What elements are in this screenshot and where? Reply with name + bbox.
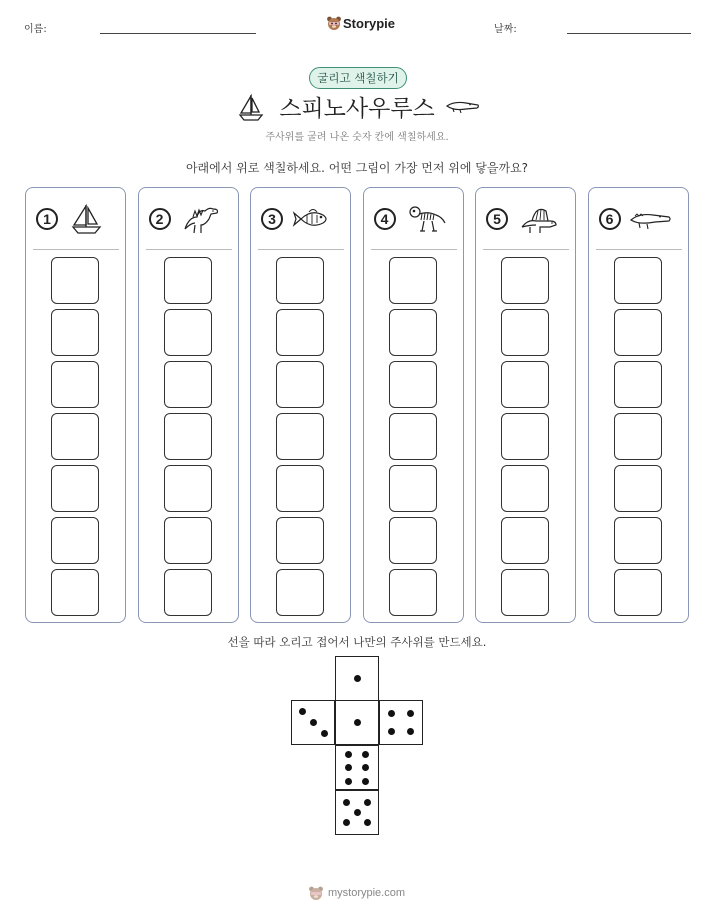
column-number: 4 (374, 208, 396, 230)
coloring-cell[interactable] (276, 517, 324, 564)
coloring-cell[interactable] (51, 361, 99, 408)
coloring-cell[interactable] (614, 257, 662, 304)
dice-face (335, 745, 379, 790)
name-label: 이름: (24, 24, 47, 35)
storypie-bear-footer-icon (308, 885, 324, 901)
dice-face (335, 790, 379, 835)
dice-pip (345, 778, 352, 785)
coloring-cell[interactable] (164, 413, 212, 460)
coloring-cell[interactable] (501, 465, 549, 512)
dice-pip (364, 799, 371, 806)
column-number: 6 (599, 208, 621, 230)
activity-badge: 굴리고 색칠하기 (309, 67, 407, 89)
dice-pip (343, 819, 350, 826)
dice-face (291, 700, 335, 745)
dice-pip (345, 751, 352, 758)
column-divider (146, 249, 232, 250)
dice-face (379, 700, 423, 745)
date-label: 날짜: (494, 24, 517, 35)
coloring-cell[interactable] (614, 361, 662, 408)
coloring-cell[interactable] (389, 361, 437, 408)
coloring-cell[interactable] (51, 569, 99, 616)
column-number: 2 (149, 208, 171, 230)
coloring-cell[interactable] (389, 465, 437, 512)
coloring-cell[interactable] (614, 569, 662, 616)
column-2 (138, 187, 239, 623)
coloring-cell[interactable] (614, 517, 662, 564)
storypie-bear-icon (326, 15, 342, 31)
dice-face (335, 700, 379, 745)
dice-pip (354, 719, 361, 726)
sailboat-icon (66, 203, 110, 235)
column-divider (483, 249, 569, 250)
dice-pip (388, 728, 395, 735)
dice-face (335, 656, 379, 701)
coloring-cell[interactable] (389, 569, 437, 616)
fish-icon (291, 203, 335, 235)
column-5 (475, 187, 576, 623)
sailboat-icon (236, 92, 266, 122)
footer (308, 884, 418, 904)
coloring-cell[interactable] (614, 465, 662, 512)
dice-pip (299, 708, 306, 715)
brand-name: Storypie (343, 16, 396, 31)
dice-pip (407, 728, 414, 735)
dice-pip (362, 751, 369, 758)
coloring-cell[interactable] (51, 257, 99, 304)
date-line[interactable] (567, 33, 691, 34)
page-title: 스피노사우루스 (279, 96, 435, 122)
coloring-cell[interactable] (614, 309, 662, 356)
column-divider (258, 249, 344, 250)
coloring-cell[interactable] (389, 257, 437, 304)
coloring-cell[interactable] (276, 361, 324, 408)
dinosaur-skeleton-icon (404, 203, 448, 235)
footer-url[interactable]: mystorypie.com (328, 887, 406, 899)
coloring-cell[interactable] (164, 465, 212, 512)
coloring-cell[interactable] (51, 517, 99, 564)
coloring-cell[interactable] (164, 517, 212, 564)
dice-pip (343, 799, 350, 806)
coloring-cell[interactable] (51, 309, 99, 356)
coloring-cell[interactable] (276, 413, 324, 460)
dice-pip (310, 719, 317, 726)
column-number: 1 (36, 208, 58, 230)
dice-pip (345, 764, 352, 771)
coloring-cell[interactable] (276, 257, 324, 304)
dice-pip (362, 778, 369, 785)
column-number: 3 (261, 208, 283, 230)
spinosaurus-icon (179, 203, 223, 235)
coloring-cell[interactable] (501, 413, 549, 460)
dice-pip (354, 809, 361, 816)
column-3 (250, 187, 351, 623)
dice-instruction: 선을 따라 오리고 접어서 나만의 주사위를 만드세요. (227, 635, 487, 649)
column-divider (33, 249, 119, 250)
coloring-cell[interactable] (276, 309, 324, 356)
column-divider (596, 249, 682, 250)
dice-pip (362, 764, 369, 771)
coloring-cell[interactable] (164, 309, 212, 356)
coloring-cell[interactable] (501, 517, 549, 564)
dimetrodon-icon (516, 203, 560, 235)
coloring-cell[interactable] (164, 569, 212, 616)
crocodile-icon (629, 203, 673, 235)
dice-pip (321, 730, 328, 737)
instruction: 아래에서 위로 색칠하세요. 어떤 그림이 가장 먼저 위에 닿을까요? (185, 161, 529, 175)
coloring-cell[interactable] (389, 517, 437, 564)
coloring-cell[interactable] (51, 465, 99, 512)
coloring-cell[interactable] (501, 569, 549, 616)
coloring-cell[interactable] (276, 465, 324, 512)
coloring-cell[interactable] (389, 309, 437, 356)
column-divider (371, 249, 457, 250)
column-6 (588, 187, 689, 623)
coloring-cell[interactable] (389, 413, 437, 460)
subtitle: 주사위를 굴려 나온 숫자 칸에 색칠하세요. (265, 132, 449, 143)
dice-pip (364, 819, 371, 826)
name-line[interactable] (100, 33, 256, 34)
dice-pip (388, 710, 395, 717)
coloring-cell[interactable] (501, 309, 549, 356)
coloring-cell[interactable] (501, 361, 549, 408)
coloring-cell[interactable] (501, 257, 549, 304)
column-number: 5 (486, 208, 508, 230)
coloring-cell[interactable] (164, 257, 212, 304)
coloring-cell[interactable] (51, 413, 99, 460)
brand-logo (326, 14, 396, 34)
crocodile-icon (446, 98, 480, 114)
column-1 (25, 187, 126, 623)
dice-pip (407, 710, 414, 717)
coloring-cell[interactable] (276, 569, 324, 616)
coloring-cell[interactable] (164, 361, 212, 408)
coloring-cell[interactable] (614, 413, 662, 460)
dice-pip (354, 675, 361, 682)
column-4 (363, 187, 464, 623)
